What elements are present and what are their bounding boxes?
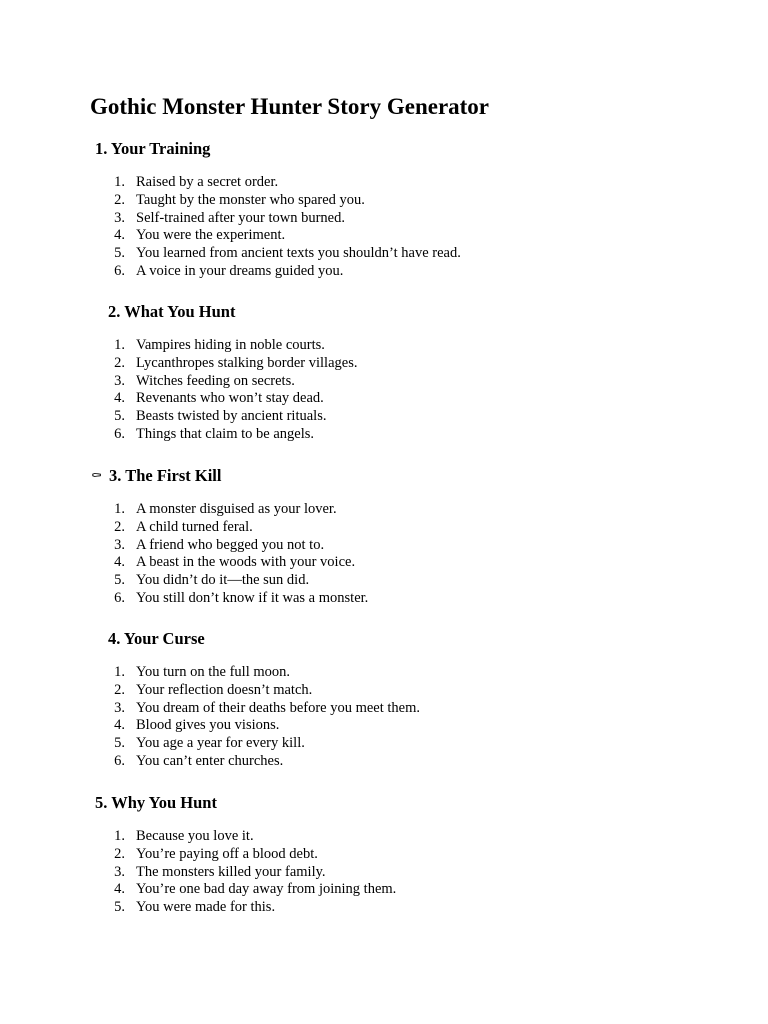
list-item-text: You still don’t know if it was a monster. xyxy=(136,589,369,606)
list-item-number: 5. xyxy=(114,735,125,752)
list-item-text: Revenants who won’t stay dead. xyxy=(136,390,324,407)
list-item-number: 1. xyxy=(114,337,125,353)
list-item-text: Blood gives you visions. xyxy=(136,717,280,734)
list-item-number: 4. xyxy=(114,881,125,898)
list-item-text: A beast in the woods with your voice. xyxy=(136,554,356,571)
list-item-number: 2. xyxy=(114,191,125,208)
list-item-text: A monster disguised as your lover. xyxy=(136,501,337,517)
list-item-text: Beasts twisted by ancient rituals. xyxy=(136,408,327,425)
list-item-number: 3. xyxy=(114,699,125,716)
list-item-number: 2. xyxy=(114,845,125,862)
list-item-number: 6. xyxy=(114,752,125,769)
list-item-text: Things that claim to be angels. xyxy=(136,425,314,442)
list-item-text: You were the experiment. xyxy=(136,227,286,244)
list-item-text: Lycanthropes stalking border villages. xyxy=(136,354,358,371)
list-item-number: 2. xyxy=(114,354,125,371)
list-item-number: 6. xyxy=(114,262,125,279)
section-heading: 2. What You Hunt xyxy=(108,302,236,321)
list-item-text: You’re paying off a blood debt. xyxy=(136,845,318,862)
list-item-text: Your reflection doesn’t match. xyxy=(136,681,313,698)
list-item-number: 1. xyxy=(114,501,125,517)
document-title: Gothic Monster Hunter Story Generator xyxy=(90,94,490,119)
list-item-number: 5. xyxy=(114,899,125,916)
list-item-number: 1. xyxy=(114,664,125,680)
list-item-number: 5. xyxy=(114,408,125,425)
list-item-text: Taught by the monster who spared you. xyxy=(136,191,365,208)
list-item-number: 6. xyxy=(114,589,125,606)
list-item-number: 4. xyxy=(114,554,125,571)
list-item-text: Raised by a secret order. xyxy=(136,174,279,190)
list-item-number: 2. xyxy=(114,518,125,535)
section-heading: 1. Your Training xyxy=(95,139,211,158)
list-item-text: You learned from ancient texts you shouldn’t have read. xyxy=(136,245,461,262)
list-item-number: 6. xyxy=(114,425,125,442)
section-heading: 5. Why You Hunt xyxy=(95,793,217,812)
list-item-number: 3. xyxy=(114,372,125,389)
list-item-text: The monsters killed your family. xyxy=(136,863,326,880)
list-item-text: Witches feeding on secrets. xyxy=(136,372,295,389)
list-item-text: Vampires hiding in noble courts. xyxy=(136,337,325,353)
list-item-text: You didn’t do it—the sun did. xyxy=(136,572,310,589)
list-item-text: A friend who begged you not to. xyxy=(136,536,325,553)
list-item-text: You were made for this. xyxy=(136,899,276,916)
coffin-icon: ⚰ xyxy=(91,468,102,483)
list-item-number: 4. xyxy=(114,390,125,407)
list-item-text: A child turned feral. xyxy=(136,518,253,535)
list-item-number: 1. xyxy=(114,828,125,844)
list-item-text: You age a year for every kill. xyxy=(136,735,305,752)
list-item-number: 3. xyxy=(114,209,125,226)
list-item-text: Because you love it. xyxy=(136,828,254,844)
list-item-text: You turn on the full moon. xyxy=(136,664,291,680)
list-item-text: You’re one bad day away from joining them. xyxy=(136,881,397,898)
list-item-number: 1. xyxy=(114,174,125,190)
section-heading: 4. Your Curse xyxy=(108,629,205,648)
list-item-number: 4. xyxy=(114,227,125,244)
list-item-number: 3. xyxy=(114,863,125,880)
list-item-number: 2. xyxy=(114,681,125,698)
list-item-text: Self-trained after your town burned. xyxy=(136,209,345,226)
list-item-number: 3. xyxy=(114,536,125,553)
list-item-text: A voice in your dreams guided you. xyxy=(136,262,344,279)
list-item-number: 5. xyxy=(114,245,125,262)
list-item-number: 5. xyxy=(114,572,125,589)
list-item-text: You can’t enter churches. xyxy=(136,752,284,769)
section-heading: 3. The First Kill xyxy=(109,466,222,485)
list-item-text: You dream of their deaths before you meet them. xyxy=(136,699,421,716)
list-item-number: 4. xyxy=(114,717,125,734)
